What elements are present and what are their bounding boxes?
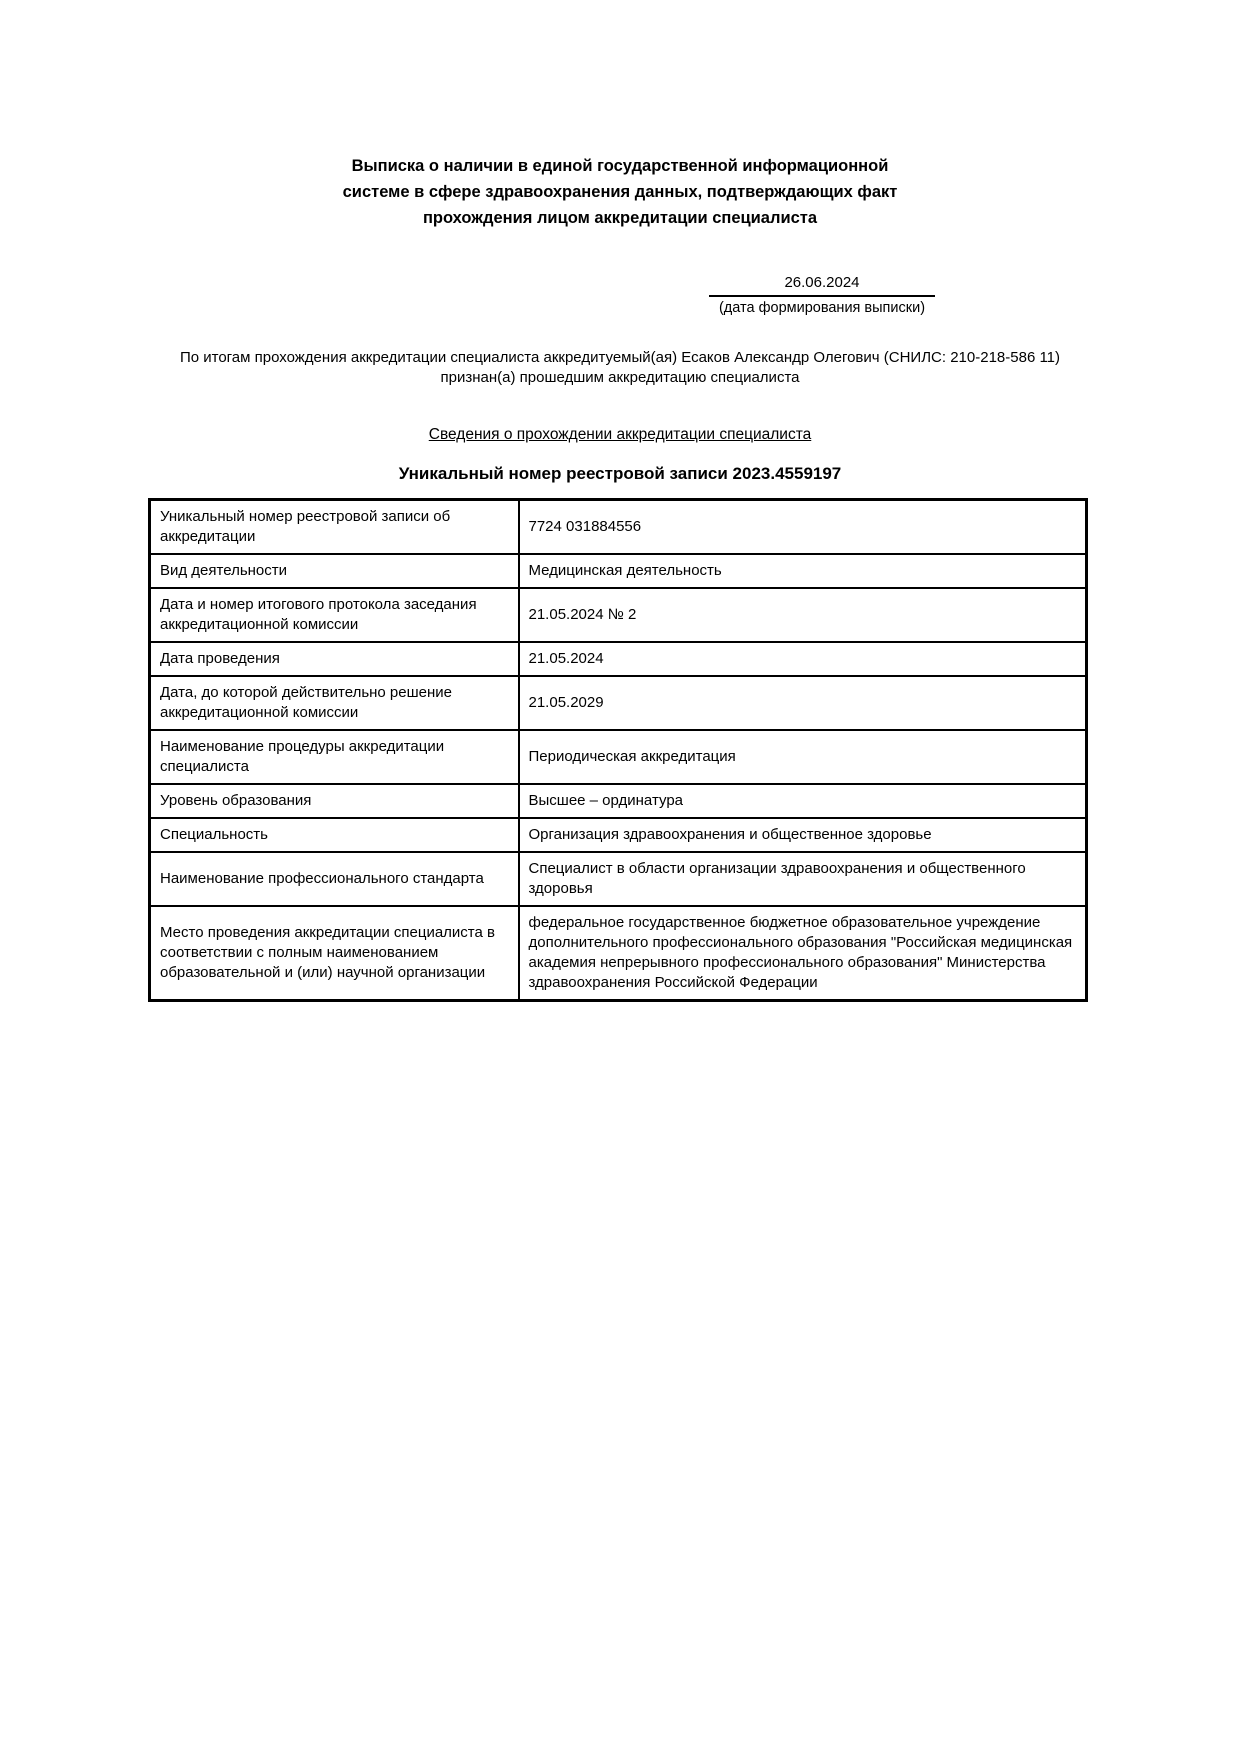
accreditation-summary-line-2: признан(а) прошедшим аккредитацию специалиста [440, 369, 800, 386]
row-label-cell: Дата и номер итогового протокола заседания аккредитационной комиссии [150, 588, 519, 642]
row-label-cell: Вид деятельности [150, 554, 519, 588]
row-value-cell: федеральное государственное бюджетное образовательное учреждение дополнительного профессионального образования "Российская медицинская академия непрерывного профессионального образования" Министерства здравоохранения Российской Федерации [519, 906, 1087, 1001]
table-row [150, 554, 1087, 588]
row-label-cell: Уровень образования [150, 784, 519, 818]
row-label-cell: Место проведения аккредитации специалиста в соответствии с полным наименованием образовательной и (или) научной организации [150, 906, 519, 1001]
table-row [150, 588, 1087, 642]
row-label-cell: Специальность [150, 818, 519, 852]
row-value-cell: 21.05.2024 № 2 [519, 588, 1087, 642]
row-label-cell: Уникальный номер реестровой записи об аккредитации [150, 500, 519, 555]
table-row [150, 784, 1087, 818]
table-row [150, 642, 1087, 676]
row-label-cell: Дата проведения [150, 642, 519, 676]
table-row [150, 818, 1087, 852]
row-value-cell: Периодическая аккредитация [519, 730, 1087, 784]
row-value-cell: Высшее – ординатура [519, 784, 1087, 818]
row-value-cell: Медицинская деятельность [519, 554, 1087, 588]
table-row [150, 730, 1087, 784]
accreditation-details-table [148, 498, 1088, 1002]
row-value-cell: 21.05.2024 [519, 642, 1087, 676]
row-label-cell: Дата, до которой действительно решение аккредитационной комиссии [150, 676, 519, 730]
document-title-line-1: Выписка о наличии в единой государственной информационной [351, 157, 889, 175]
table-row [150, 500, 1087, 555]
formation-date-block [709, 273, 935, 317]
accreditation-summary [0, 348, 1240, 388]
row-label-cell: Наименование профессионального стандарта [150, 852, 519, 906]
registry-number-line: Уникальный номер реестровой записи 2023.4559197 [398, 464, 842, 483]
row-value-cell: Организация здравоохранения и общественное здоровье [519, 818, 1087, 852]
row-value-cell: Специалист в области организации здравоохранения и общественного здоровья [519, 852, 1087, 906]
row-value-cell: 7724 031884556 [519, 500, 1087, 555]
document-title [0, 0, 1240, 231]
table-row [150, 906, 1087, 1001]
accreditation-summary-line-1: По итогам прохождения аккредитации специалиста аккредитуемый(ая) Есаков Александр Олегович (СНИЛС: 210-218-586 11) [179, 349, 1061, 366]
document-title-line-3: прохождения лицом аккредитации специалиста [422, 209, 818, 227]
document-title-line-2: системе в сфере здравоохранения данных, подтверждающих факт [342, 183, 898, 201]
table-row [150, 676, 1087, 730]
formation-date: 26.06.2024 [709, 273, 935, 297]
section-heading: Сведения о прохождении аккредитации специалиста [428, 426, 812, 443]
row-label-cell: Наименование процедуры аккредитации специалиста [150, 730, 519, 784]
row-value-cell: 21.05.2029 [519, 676, 1087, 730]
table-row [150, 852, 1087, 906]
formation-date-caption: (дата формирования выписки) [718, 300, 926, 316]
